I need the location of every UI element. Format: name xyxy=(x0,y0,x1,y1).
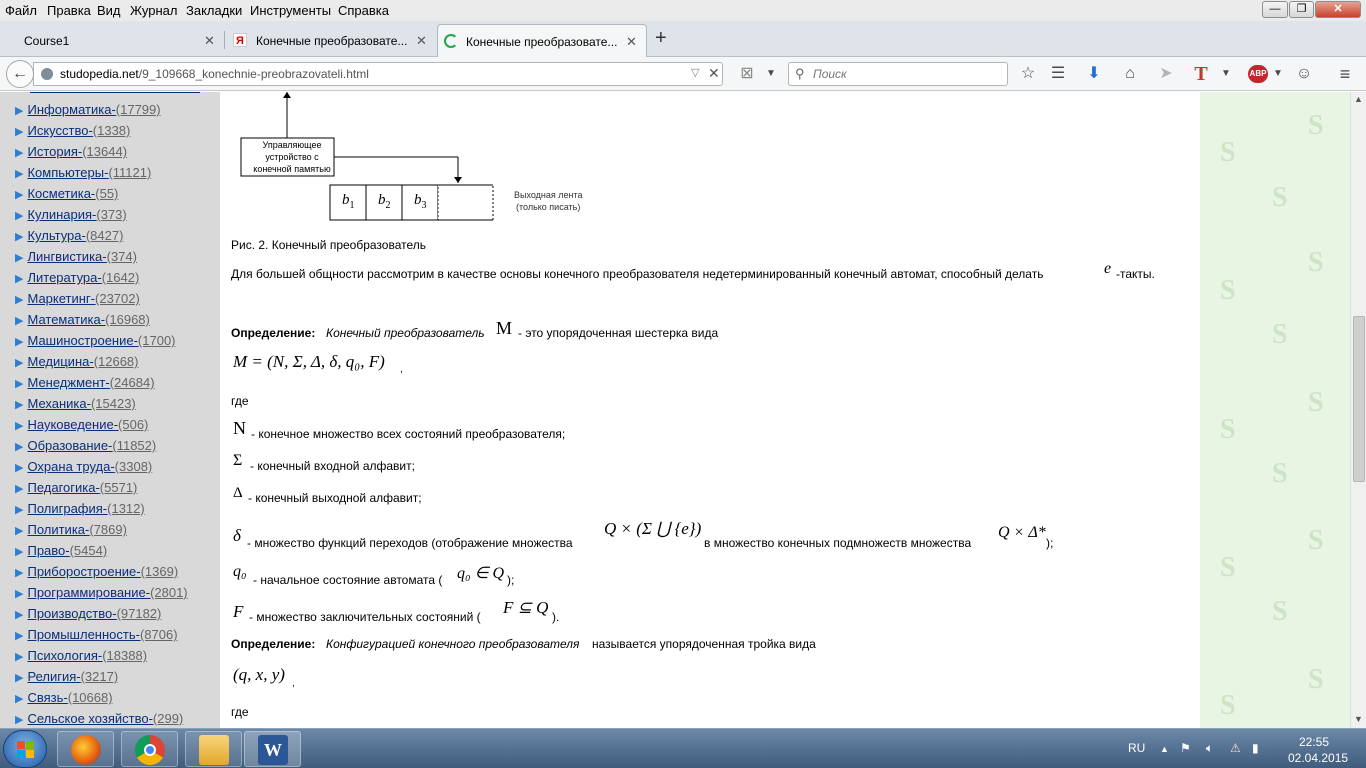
chrome-icon xyxy=(135,735,165,765)
sidebar-item-count[interactable]: (10668) xyxy=(67,690,113,705)
sidebar-item-count[interactable]: (506) xyxy=(118,417,149,432)
category-sidebar xyxy=(0,92,220,728)
sidebar-item-count[interactable]: (374) xyxy=(106,249,137,264)
sigma-symbol: Σ xyxy=(233,452,243,469)
transition-description: - множество функций переходов (отображение множества xyxy=(247,536,573,550)
yandex-icon: Я xyxy=(233,33,247,47)
sidebar-item-label[interactable]: Культура- xyxy=(27,228,86,243)
F-relation: F ⊆ Q xyxy=(503,598,549,617)
arrow-right-icon: ▶ xyxy=(15,357,24,369)
N-description: - конечное множество всех состояний преобразователя; xyxy=(251,427,566,441)
close-window-button[interactable] xyxy=(1315,1,1361,18)
tape-cell-b1: $b_1$ xyxy=(342,192,355,211)
sidebar-item[interactable] xyxy=(15,312,150,327)
menu-tools[interactable]: Инструменты xyxy=(250,3,332,18)
arrow-right-icon: ▶ xyxy=(15,189,24,201)
security-tray-icon[interactable]: ⚑ xyxy=(1180,741,1191,755)
sidebar-item-label[interactable]: Литература- xyxy=(27,270,102,285)
arrow-right-icon: ▶ xyxy=(15,504,24,516)
arrow-right-icon: ▶ xyxy=(15,609,24,621)
sidebar-item-label[interactable]: Компьютеры- xyxy=(27,165,109,180)
sidebar-item-count[interactable]: (12668) xyxy=(93,354,139,369)
arrow-right-icon: ▶ xyxy=(15,252,24,264)
formula-comma: , xyxy=(400,364,403,375)
control-unit-line-1: Управляющее xyxy=(262,140,322,150)
menu-history[interactable]: Журнал xyxy=(130,3,178,18)
menu-dropdown-icon[interactable]: ▼ xyxy=(1273,68,1283,79)
sidebar-item[interactable] xyxy=(15,144,127,159)
sidebar-item-label[interactable]: Связь- xyxy=(27,690,68,705)
menu-dropdown-icon[interactable]: ▼ xyxy=(766,68,776,79)
watermark-s: S xyxy=(1220,137,1236,168)
sidebar-item-label[interactable]: Промышленность- xyxy=(27,627,140,642)
right-ad-panel xyxy=(1200,92,1350,728)
sidebar-item-count[interactable]: (1642) xyxy=(101,270,140,285)
dropdown-icon[interactable]: ▽ xyxy=(691,67,700,79)
menu-edit[interactable]: Правка xyxy=(47,3,91,18)
sidebar-item[interactable] xyxy=(15,228,123,243)
sidebar-item[interactable] xyxy=(15,375,155,390)
sidebar-item-label[interactable]: Механика- xyxy=(27,396,91,411)
translate-icon[interactable]: T xyxy=(1194,63,1208,85)
sidebar-item-label[interactable]: Приборостроение- xyxy=(27,564,141,579)
url-text xyxy=(60,67,369,81)
sidebar-item[interactable] xyxy=(15,669,118,684)
transition-end: ); xyxy=(1046,536,1054,550)
nav-bar xyxy=(0,57,1366,91)
sidebar-item-count[interactable]: (8706) xyxy=(139,627,178,642)
arrow-right-icon: ▶ xyxy=(15,420,24,432)
sidebar-item-label[interactable]: История- xyxy=(27,144,83,159)
sidebar-item-label[interactable]: Программирование- xyxy=(27,585,151,600)
menu-view[interactable]: Вид xyxy=(97,3,121,18)
sidebar-item-label[interactable]: Педагогика- xyxy=(27,480,100,495)
range-set-formula: Q × Δ* xyxy=(998,524,1046,541)
sidebar-item-count[interactable]: (16968) xyxy=(105,312,150,327)
q0-description: - начальное состояние автомата ( xyxy=(253,573,443,587)
sidebar-item-count[interactable]: (11852) xyxy=(112,438,157,453)
sidebar-item-count[interactable]: (8427) xyxy=(85,228,124,243)
arrow-right-icon: ▶ xyxy=(15,462,24,474)
sidebar-item-label[interactable]: Полиграфия- xyxy=(27,501,108,516)
sidebar-item-count[interactable]: (2801) xyxy=(150,585,188,600)
back-arrow-icon: ← xyxy=(12,65,28,82)
def2-term: Конфигурацией конечного преобразователя xyxy=(326,637,580,651)
new-tab-button[interactable]: + xyxy=(655,27,667,49)
sidebar-item-count[interactable]: (5454) xyxy=(69,543,108,558)
sidebar-item[interactable] xyxy=(15,396,136,411)
formula-M: M = (N, Σ, Δ, δ, q₀, F) xyxy=(233,352,385,371)
arrow-right-icon: ▶ xyxy=(15,525,24,537)
sidebar-item-label[interactable]: Право- xyxy=(27,543,70,558)
download-icon[interactable]: ⬇ xyxy=(1087,65,1101,82)
arrow-right-icon: ▶ xyxy=(15,147,24,159)
sidebar-item-label[interactable]: Политика- xyxy=(27,522,90,537)
sidebar-item-count[interactable]: (3217) xyxy=(80,669,119,684)
def1-symbol: M xyxy=(496,318,513,338)
sidebar-item-label[interactable]: Образование- xyxy=(27,438,113,453)
tray-expand-icon[interactable]: ▲ xyxy=(1160,744,1169,754)
control-unit-line-2: устройство с xyxy=(265,152,319,162)
search-icon: ⚲ xyxy=(795,66,805,81)
def1-label: Определение: xyxy=(231,326,316,340)
arrow-right-icon: ▶ xyxy=(15,441,24,453)
menu-dropdown-icon[interactable]: ▼ xyxy=(1221,68,1231,79)
sidebar-item-count[interactable]: (11121) xyxy=(108,165,152,180)
def1-tail: - это упорядоченная шестерка вида xyxy=(518,326,719,340)
intro-tail: -такты. xyxy=(1116,267,1155,281)
arrow-right-icon: ▶ xyxy=(15,231,24,243)
tab-separator xyxy=(224,31,225,49)
arrow-right-icon: ▶ xyxy=(15,630,24,642)
arrow-right-icon: ▶ xyxy=(15,399,24,411)
volume-icon[interactable]: 🔈︎ xyxy=(1206,741,1214,755)
start-button[interactable] xyxy=(3,730,47,768)
arrow-right-icon: ▶ xyxy=(15,168,24,180)
watermark-s: S xyxy=(1308,664,1324,695)
restore-icon: ❐ xyxy=(1296,3,1307,15)
watermark-s: S xyxy=(1220,552,1236,583)
arrow-right-icon: ▶ xyxy=(15,294,24,306)
sidebar-item-count[interactable]: (7869) xyxy=(89,522,127,537)
tab-strip xyxy=(0,21,1366,57)
smiley-icon[interactable]: ☺ xyxy=(1295,65,1313,82)
sidebar-item-label[interactable]: Медицина- xyxy=(27,354,94,369)
arrow-right-icon: ▶ xyxy=(15,651,24,663)
sidebar-item-count[interactable]: (24684) xyxy=(109,375,155,390)
windows-logo-part xyxy=(26,741,34,749)
sidebar-item[interactable] xyxy=(15,207,127,222)
back-button[interactable] xyxy=(6,60,34,88)
sidebar-item[interactable] xyxy=(15,123,130,138)
watermark-s: S xyxy=(1272,596,1288,627)
taskbar-chrome[interactable] xyxy=(121,731,178,767)
def2-label: Определение: xyxy=(231,637,316,651)
tab-close-icon[interactable]: ✕ xyxy=(416,33,427,48)
sidebar-item[interactable] xyxy=(15,564,178,579)
sidebar-item-label[interactable]: Косметика- xyxy=(27,186,96,201)
configuration-formula: (q, x, y) xyxy=(233,665,285,684)
sidebar-item[interactable] xyxy=(15,501,145,516)
menu-bookmarks[interactable]: Закладки xyxy=(186,3,243,18)
blocked-download-icon[interactable]: ⊠ xyxy=(740,65,754,82)
sidebar-item-label[interactable]: Науковедение- xyxy=(27,417,119,432)
formula2-comma: , xyxy=(292,678,295,689)
sidebar-item[interactable] xyxy=(15,102,161,117)
def1-term: Конечный преобразователь xyxy=(326,326,485,340)
windows-taskbar xyxy=(0,728,1366,768)
domain-set-formula: Q × (Σ ⋃ {e}) xyxy=(604,519,702,538)
search-placeholder: Поиск xyxy=(813,67,847,81)
watermark-s: S xyxy=(1308,387,1324,418)
sidebar-item-label[interactable]: Машиностроение- xyxy=(27,333,138,348)
sidebar-item-label[interactable]: Математика- xyxy=(27,312,106,327)
article-content xyxy=(220,92,1195,728)
taskbar-firefox[interactable] xyxy=(57,731,114,767)
taskbar-word[interactable] xyxy=(244,731,301,767)
sidebar-item-count[interactable]: (373) xyxy=(96,207,127,222)
arrow-right-icon: ▶ xyxy=(15,273,24,285)
sidebar-item[interactable] xyxy=(15,249,137,264)
windows-logo-icon xyxy=(17,741,25,749)
network-warning-icon[interactable]: ⚠ xyxy=(1230,741,1241,755)
sidebar-item[interactable] xyxy=(15,354,139,369)
small-delta-symbol: δ xyxy=(233,526,241,545)
loading-icon xyxy=(444,34,458,48)
sidebar-item[interactable] xyxy=(15,627,178,642)
watermark-s: S xyxy=(1272,319,1288,350)
arrow-right-icon: ▶ xyxy=(15,378,24,390)
sidebar-item-label[interactable]: Психология- xyxy=(27,648,103,663)
clock-time[interactable]: 22:55 xyxy=(1299,735,1330,749)
watermark-s: S xyxy=(1308,247,1324,278)
watermark-s: S xyxy=(1272,458,1288,489)
stop-icon[interactable]: ✕ xyxy=(708,65,720,81)
minimize-icon: — xyxy=(1269,3,1281,15)
output-tape-label: Выходная лента xyxy=(514,190,583,200)
sidebar-item[interactable] xyxy=(15,270,139,285)
delta-symbol: Δ xyxy=(233,485,243,501)
sidebar-item[interactable] xyxy=(15,585,188,600)
sidebar-item-count[interactable]: (1312) xyxy=(107,501,145,516)
arrow-right-icon: ▶ xyxy=(15,588,24,600)
sidebar-item[interactable] xyxy=(15,648,147,663)
arrow-right-icon: ▶ xyxy=(15,126,24,138)
arrow-right-icon: ▶ xyxy=(15,672,24,684)
menu-file[interactable]: Файл xyxy=(5,3,37,18)
sidebar-item-label[interactable]: Маркетинг- xyxy=(27,291,96,306)
close-icon: ✕ xyxy=(1333,3,1343,15)
def2-tail: называется упорядоченная тройка вида xyxy=(592,637,816,651)
figure-caption: Рис. 2. Конечный преобразователь xyxy=(231,238,427,252)
sidebar-item[interactable] xyxy=(15,333,176,348)
control-unit-line-3: конечной памятью xyxy=(253,164,331,174)
clock-date[interactable]: 02.04.2015 xyxy=(1288,751,1349,765)
menu-bar xyxy=(0,0,1366,21)
arrow-right-icon: ▶ xyxy=(15,567,24,579)
tab-close-icon[interactable]: ✕ xyxy=(626,34,637,49)
sidebar-item-label[interactable]: Охрана труда- xyxy=(27,459,115,474)
sidebar-item-label[interactable]: Производство- xyxy=(27,606,117,621)
sidebar-item-count[interactable]: (55) xyxy=(95,186,119,201)
delta-description: - конечный выходной алфавит; xyxy=(248,491,422,505)
watermark-s: S xyxy=(1308,110,1324,141)
tab-course1[interactable] xyxy=(0,24,222,57)
watermark-s: S xyxy=(1220,275,1236,306)
sidebar-item[interactable] xyxy=(15,606,161,621)
N-symbol: N xyxy=(233,418,246,438)
chrome-center xyxy=(144,744,156,756)
sidebar-item-count[interactable]: (13644) xyxy=(82,144,128,159)
search-input[interactable] xyxy=(788,62,1008,86)
sidebar-item-label[interactable]: Менеджмент- xyxy=(27,375,110,390)
F-description: - множество заключительных состояний ( xyxy=(249,610,481,624)
hamburger-menu-icon[interactable]: ≡ xyxy=(1339,64,1351,84)
arrow-right-icon: ▶ xyxy=(15,210,24,222)
sidebar-item-count[interactable]: (5571) xyxy=(99,480,138,495)
url-path: /9_109668_konechnie-preobrazovateli.html xyxy=(138,67,369,81)
sidebar-item-label[interactable]: Информатика- xyxy=(27,102,116,117)
arrow-right-icon: ▶ xyxy=(15,105,24,117)
tab-close-icon[interactable]: ✕ xyxy=(204,33,215,48)
tab-konechnye-active[interactable] xyxy=(437,24,647,57)
q0-relation: q₀ ∈ Q xyxy=(457,565,505,582)
arrow-right-icon: ▶ xyxy=(15,714,24,726)
sidebar-item[interactable] xyxy=(15,543,107,558)
scroll-down-icon[interactable]: ▼ xyxy=(1354,714,1363,724)
send-icon[interactable]: ➤ xyxy=(1159,65,1173,82)
sidebar-item-count[interactable]: (299) xyxy=(152,711,184,726)
sidebar-item[interactable] xyxy=(15,186,118,201)
menu-help[interactable]: Справка xyxy=(338,3,389,18)
sidebar-item-label[interactable]: Искусство- xyxy=(27,123,93,138)
q0-symbol: q₀ xyxy=(233,563,247,580)
watermark-s: S xyxy=(1308,525,1324,556)
word-icon: W xyxy=(258,735,288,765)
where-label: где xyxy=(231,394,249,408)
sidebar-item[interactable] xyxy=(15,459,152,474)
sidebar-item-count[interactable]: (97182) xyxy=(116,606,162,621)
sidebar-item-count[interactable]: (23702) xyxy=(95,291,140,306)
sigma-description: - конечный входной алфавит; xyxy=(250,459,415,473)
sidebar-item[interactable] xyxy=(15,522,127,537)
tab-label: Course1 xyxy=(24,34,70,48)
cut-off-item xyxy=(30,92,200,93)
bookmark-star-icon[interactable]: ☆ xyxy=(1020,65,1036,82)
signal-icon[interactable]: ▮ xyxy=(1252,741,1259,755)
intro-e-symbol: e xyxy=(1104,260,1112,277)
sidebar-item-count[interactable]: (15423) xyxy=(90,396,136,411)
sidebar-item[interactable] xyxy=(15,438,156,453)
sidebar-item[interactable] xyxy=(15,165,151,180)
sidebar-item[interactable] xyxy=(15,417,148,432)
page-scrollbar[interactable] xyxy=(1350,92,1366,728)
arrow-right-icon: ▶ xyxy=(15,315,24,327)
windows-logo-part xyxy=(26,750,34,758)
sidebar-item-count[interactable]: (17799) xyxy=(115,102,161,117)
explorer-icon xyxy=(199,735,229,765)
sidebar-item-count[interactable]: (1338) xyxy=(92,123,131,138)
tab-konechnye-1[interactable] xyxy=(230,24,435,57)
F-symbol: F xyxy=(233,602,244,621)
arrow-right-icon: ▶ xyxy=(15,483,24,495)
sidebar-item-count[interactable]: (1700) xyxy=(137,333,176,348)
sidebar-item-count[interactable]: (1369) xyxy=(140,564,179,579)
tape-cell-b3: $b_3$ xyxy=(414,192,427,211)
transition-mid: в множество конечных подмножеств множества xyxy=(704,536,972,550)
windows-logo-part xyxy=(17,750,25,758)
globe-icon xyxy=(41,68,53,80)
watermark-s: S xyxy=(1220,414,1236,445)
sidebar-item[interactable] xyxy=(15,711,183,726)
sidebar-item[interactable] xyxy=(15,291,140,306)
sidebar-item[interactable] xyxy=(15,480,137,495)
sidebar-item-count[interactable]: (3308) xyxy=(114,459,153,474)
arrow-right-icon: ▶ xyxy=(15,336,24,348)
output-tape-sublabel: (только писать) xyxy=(516,202,581,212)
tab-label: Конечные преобразовате... xyxy=(256,34,408,48)
restore-button[interactable] xyxy=(1289,1,1314,18)
sidebar-item-label[interactable]: Лингвистика- xyxy=(27,249,107,264)
watermark-s: S xyxy=(1220,690,1236,721)
scroll-up-icon[interactable]: ▲ xyxy=(1354,94,1363,104)
intro-text: Для большей общности рассмотрим в качестве основы конечного преобразователя недетерминированный конечный автомат, способный делать xyxy=(231,267,1044,281)
q0-end: ); xyxy=(507,573,515,587)
home-icon[interactable]: ⌂ xyxy=(1125,65,1135,82)
url-host: studopedia.net xyxy=(60,67,139,81)
tab-label: Конечные преобразовате... xyxy=(466,35,618,49)
sidebar-item[interactable] xyxy=(15,690,113,705)
sidebar-item-label[interactable]: Сельское хозяйство- xyxy=(27,711,153,726)
reading-list-icon[interactable]: ☰ xyxy=(1050,65,1066,82)
arrow-right-icon: ▶ xyxy=(15,546,24,558)
sidebar-item-label[interactable]: Религия- xyxy=(27,669,81,684)
watermark-s: S xyxy=(1272,182,1288,213)
taskbar-explorer[interactable] xyxy=(185,731,242,767)
minimize-button[interactable] xyxy=(1262,1,1288,18)
url-bar[interactable] xyxy=(33,62,723,86)
firefox-icon xyxy=(71,735,101,765)
where-label-2: где xyxy=(231,705,249,719)
adblock-icon[interactable]: ABP xyxy=(1248,65,1268,83)
sidebar-item-label[interactable]: Кулинария- xyxy=(27,207,97,222)
sidebar-item-count[interactable]: (18388) xyxy=(102,648,148,663)
language-indicator[interactable]: RU xyxy=(1128,741,1146,755)
F-end: ). xyxy=(552,610,560,624)
scroll-thumb[interactable] xyxy=(1353,316,1365,482)
arrow-right-icon: ▶ xyxy=(15,693,24,705)
tape-cell-b2: $b_2$ xyxy=(378,192,391,211)
